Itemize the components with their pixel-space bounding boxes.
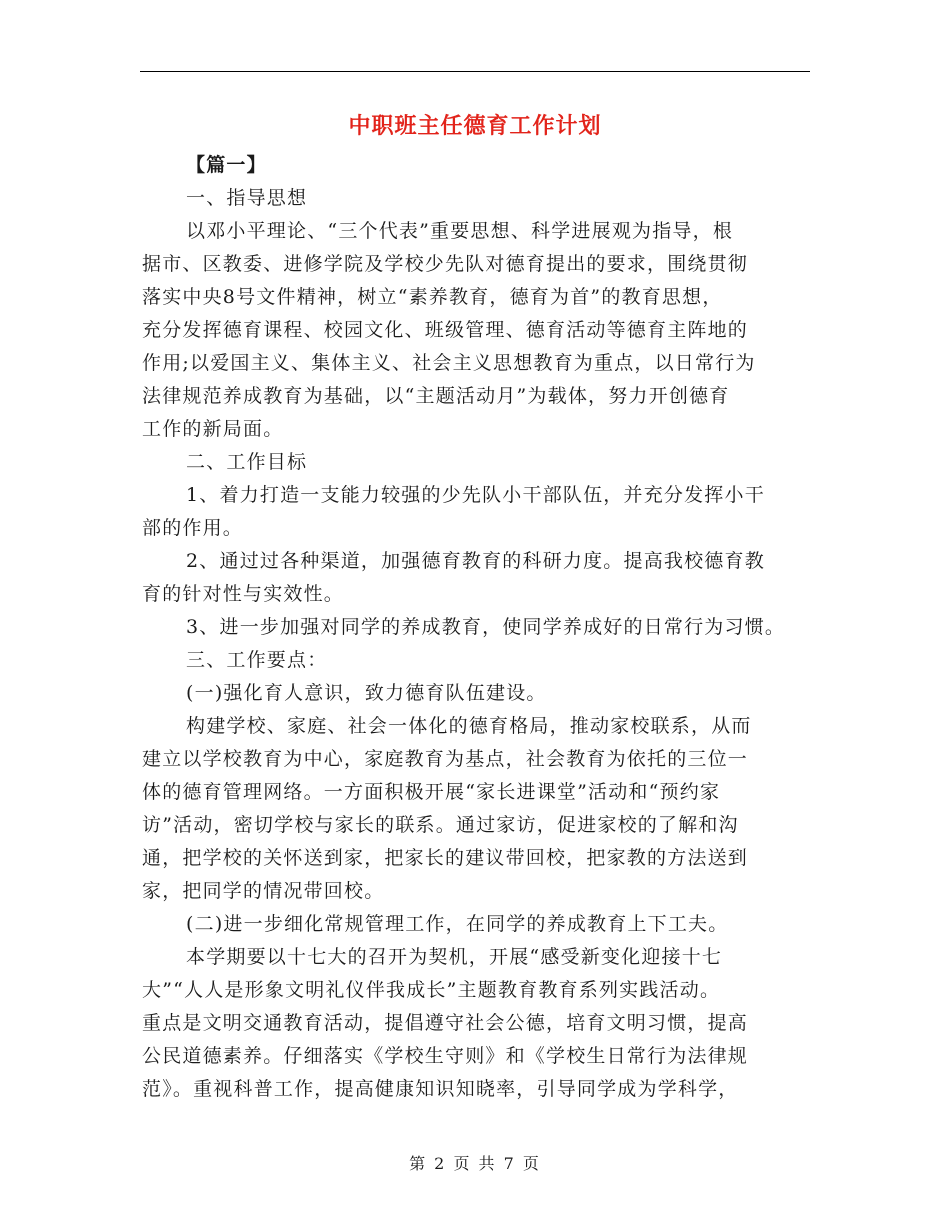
paragraph-line: 法律规范养成教育为基础，以“主题活动月”为载体，努力开创德育 xyxy=(142,385,730,407)
paragraph-line: 构建学校、家庭、社会一体化的德育格局，推动家校联系，从而 xyxy=(186,715,752,737)
paragraph-line: 充分发挥德育课程、校园文化、班级管理、德育活动等德育主阵地的 xyxy=(142,319,749,341)
paragraph-line: 工作的新局面。 xyxy=(142,418,284,440)
paragraph-line: 重点是文明交通教育活动，提倡遵守社会公德，培育文明习惯，提高 xyxy=(142,1012,749,1034)
heading-guiding-ideology: 一、指导思想 xyxy=(186,187,308,209)
paragraph-line: 以邓小平理论、“三个代表”重要思想、科学进展观为指导，根 xyxy=(186,220,734,242)
subheading-two: (二)进一步细化常规管理工作，在同学的养成教育上下工夫。 xyxy=(186,913,729,935)
paragraph-line: 作用;以爱国主义、集体主义、社会主义思想教育为重点，以日常行为 xyxy=(142,352,756,374)
paragraph-line: 建立以学校教育为中心，家庭教育为基点，社会教育为依托的三位一 xyxy=(142,748,749,770)
paragraph-line: 体的德育管理网络。一方面积极开展“家长进课堂”活动和“预约家 xyxy=(142,781,721,803)
paragraph-line: 通，把学校的关怀送到家，把家长的建议带回校，把家教的方法送到 xyxy=(142,847,749,869)
section-label: 【篇一】 xyxy=(186,154,267,176)
subheading-one: (一)强化育人意识，致力德育队伍建设。 xyxy=(186,682,547,704)
paragraph-line: 2、通过过各种渠道，加强德育教育的科研力度。提高我校德育教 xyxy=(186,550,765,572)
paragraph-line: 1、着力打造一支能力较强的少先队小干部队伍，并充分发挥小干 xyxy=(186,484,765,506)
paragraph-line: 3、进一步加强对同学的养成教育，使同学养成好的日常行为习惯。 xyxy=(186,616,786,638)
header-rule xyxy=(140,71,810,72)
paragraph-line: 育的针对性与实效性。 xyxy=(142,583,345,605)
paragraph-line: 本学期要以十七大的召开为契机，开展“感受新变化迎接十七 xyxy=(186,946,723,968)
paragraph-line: 范》。重视科普工作，提高健康知识知晓率，引导同学成为学科学， xyxy=(142,1078,739,1100)
paragraph-line: 据市、区教委、进修学院及学校少先队对德育提出的要求，围绕贯彻 xyxy=(142,253,749,275)
paragraph-line: 部的作用。 xyxy=(142,517,244,539)
paragraph-line: 公民道德素养。仔细落实《学校生守则》和《学校生日常行为法律规 xyxy=(142,1045,749,1067)
paragraph-line: 家，把同学的情况带回校。 xyxy=(142,880,385,902)
heading-work-points: 三、工作要点： xyxy=(186,649,328,671)
paragraph-line: 大”“人人是形象文明礼仪伴我成长”主题教育教育系列实践活动。 xyxy=(142,979,721,1001)
page-number-footer: 第 2 页 共 7 页 xyxy=(409,1154,541,1173)
document-title: 中职班主任德育工作计划 xyxy=(348,113,602,139)
paragraph-line: 访”活动，密切学校与家长的联系。通过家访，促进家校的了解和沟 xyxy=(142,814,739,836)
paragraph-line: 落实中央8号文件精神，树立“素养教育，德育为首”的教育思想， xyxy=(142,286,723,308)
heading-work-goals: 二、工作目标 xyxy=(186,451,308,473)
